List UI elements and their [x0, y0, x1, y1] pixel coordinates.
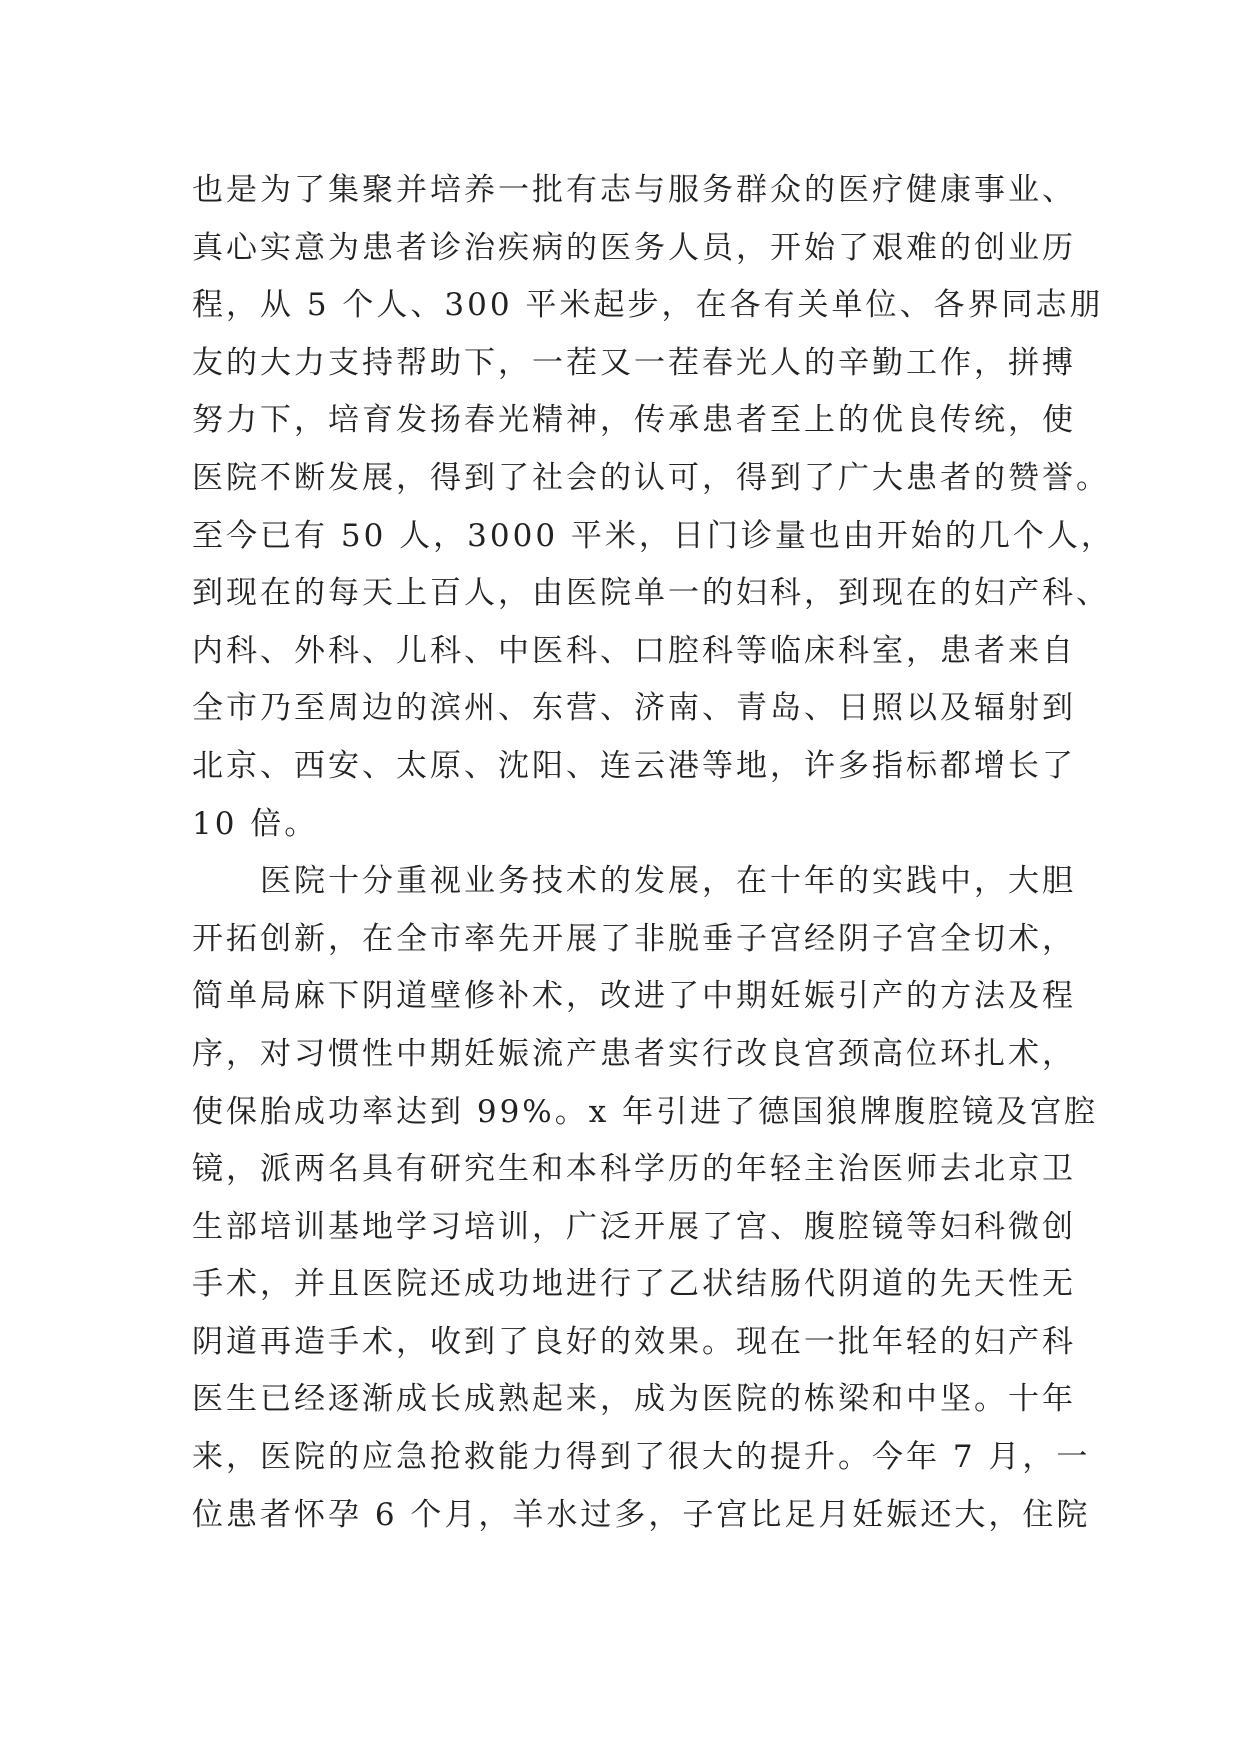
text-line: 真心实意为患者诊治疾病的医务人员，开始了艰难的创业历 [192, 229, 1076, 266]
document-body [192, 162, 1115, 1544]
text-line: 也是为了集聚并培养一批有志与服务群众的医疗健康事业、 [192, 172, 1076, 208]
text-line: 来，医院的应急抢救能力得到了很大的提升。今年 7 月，一 [192, 1439, 1091, 1476]
text-line: 使保胎成功率达到 99%。x 年引进了德国狼牌腹腔镜及宫腔 [192, 1093, 1099, 1130]
text-line: 序，对习惯性中期妊娠流产患者实行改良宫颈高位环扎术， [192, 1035, 1076, 1072]
paragraph-2 [192, 853, 1099, 1544]
text-line: 简单局麻下阴道壁修补术，改进了中期妊娠引产的方法及程 [192, 978, 1076, 1015]
text-line: 程，从 5 个人、300 平米起步，在各有关单位、各界同志朋 [192, 287, 1104, 324]
text-line: 镜，派两名具有研究生和本科学历的年轻主治医师去北京卫 [192, 1151, 1076, 1188]
text-line: 10 倍。 [192, 805, 319, 842]
text-line-indented: 医院十分重视业务技术的发展，在十年的实践中，大胆 [260, 863, 1076, 900]
text-line: 全市乃至周边的滨州、东营、济南、青岛、日照以及辐射到 [192, 690, 1076, 727]
text-line: 至今已有 50 人，3000 平米，日门诊量也由开始的几个人， [192, 517, 1115, 554]
text-line: 位患者怀孕 6 个月，羊水过多，子宫比足月妊娠还大，住院 [192, 1496, 1091, 1533]
paragraph-1 [192, 162, 1115, 853]
text-line: 努力下，培育发扬春光精神，传承患者至上的优良传统，使 [192, 402, 1076, 439]
text-line: 医生已经逐渐成长成熟起来，成为医院的栋梁和中坚。十年 [192, 1381, 1076, 1418]
text-line: 友的大力支持帮助下，一茬又一茬春光人的辛勤工作，拼搏 [192, 344, 1076, 381]
text-line: 到现在的每天上百人，由医院单一的妇科，到现在的妇产科、 [192, 575, 1110, 612]
text-line: 开拓创新，在全市率先开展了非脱垂子宫经阴子宫全切术， [192, 920, 1076, 957]
text-line: 北京、西安、太原、沈阳、连云港等地，许多指标都增长了 [192, 747, 1076, 784]
text-line: 手术，并且医院还成功地进行了乙状结肠代阴道的先天性无 [192, 1266, 1076, 1303]
text-line: 医院不断发展，得到了社会的认可，得到了广大患者的赞誉。 [192, 459, 1110, 496]
text-line: 内科、外科、儿科、中医科、口腔科等临床科室，患者来自 [192, 632, 1076, 669]
text-line: 阴道再造手术，收到了良好的效果。现在一批年轻的妇产科 [192, 1323, 1076, 1360]
text-line: 生部培训基地学习培训，广泛开展了宫、腹腔镜等妇科微创 [192, 1208, 1076, 1245]
